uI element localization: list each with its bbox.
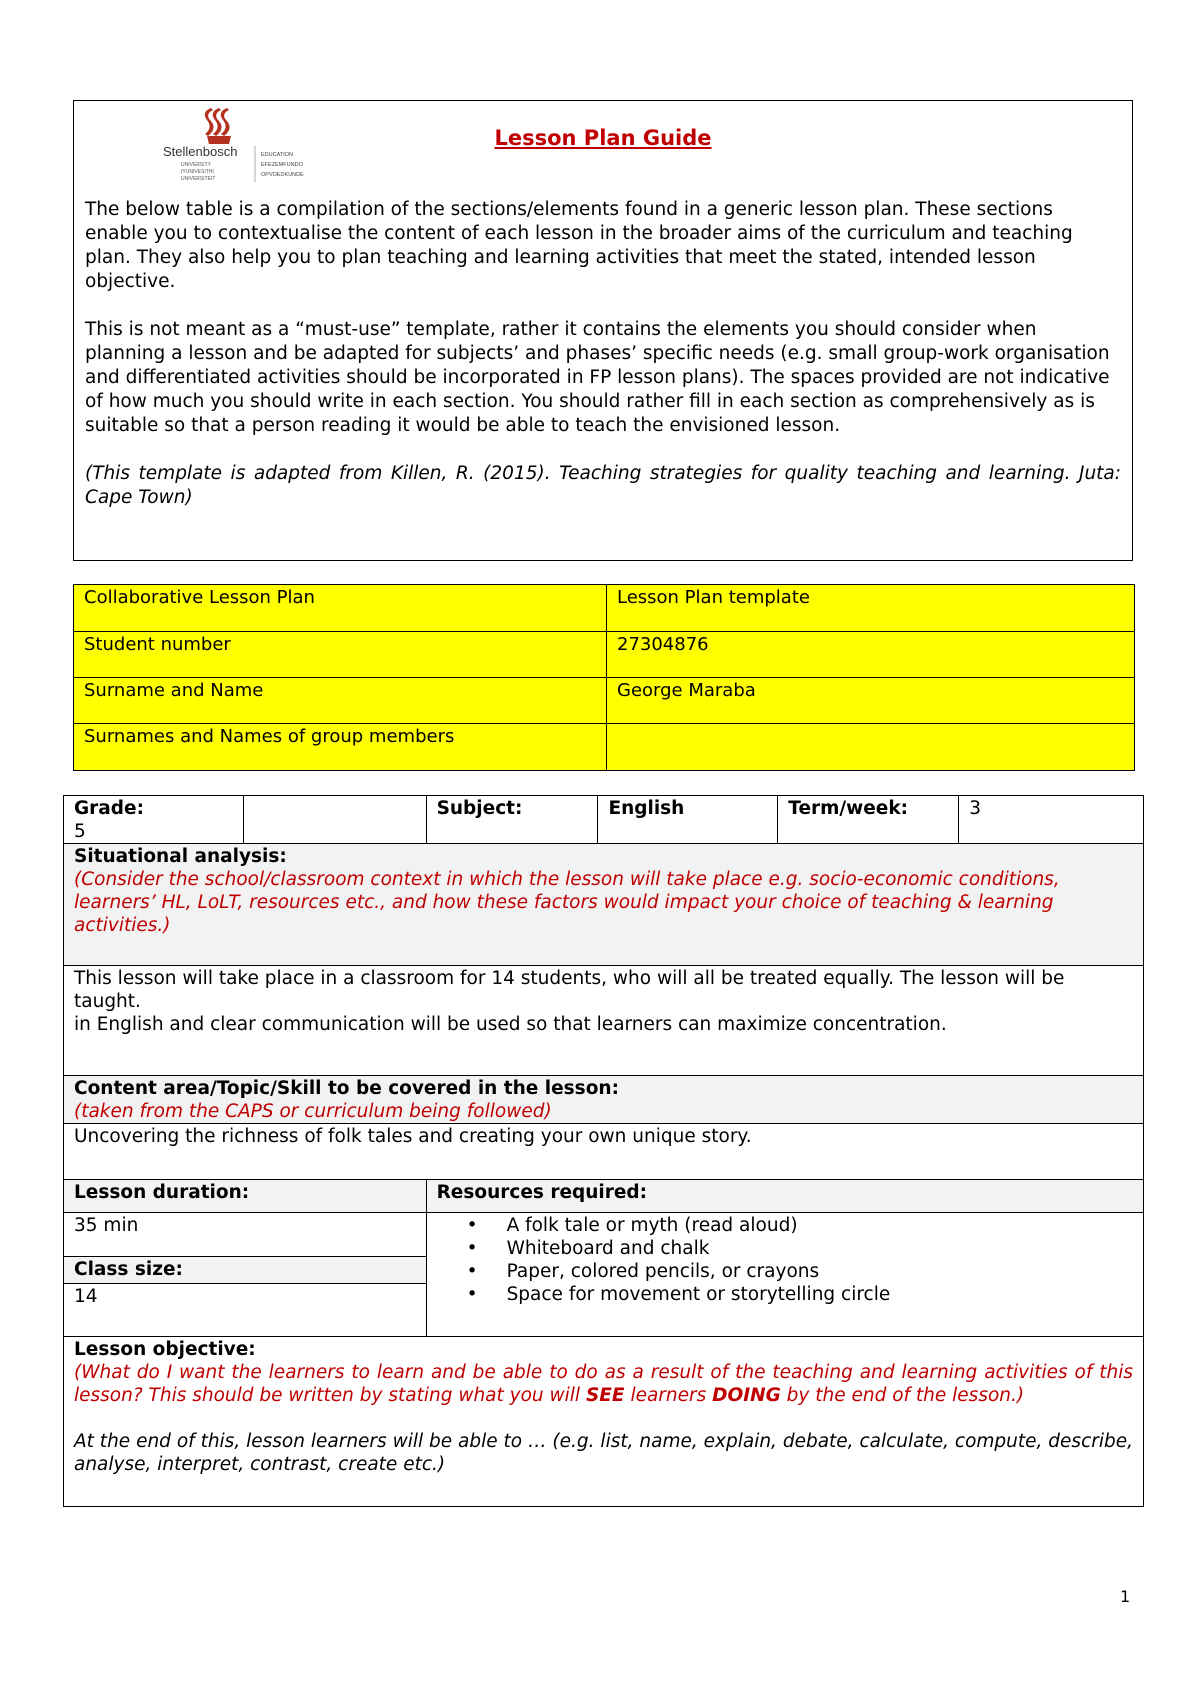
situational-answer-line-1: This lesson will take place in a classroom for 14 students, who will all be treated equally. The lesson will be taught.	[74, 968, 1065, 1012]
term-week-value[interactable]: 3	[959, 796, 1144, 844]
info-row	[74, 585, 1135, 632]
resources-cell[interactable]	[426, 1213, 1143, 1337]
info-value[interactable]: Lesson Plan template	[607, 585, 1135, 632]
info-label: Collaborative Lesson Plan	[74, 585, 607, 632]
guide-paragraph-1: The below table is a compilation of the sections/elements found in a generic lesson plan. These sections enable you to contextualise the content of each lesson in the broader aims of the curriculum and teaching plan. They also help you to plan teaching and learning activities that meet the stated, intended lesson objective.	[85, 199, 1073, 292]
content-area-row	[64, 1076, 1144, 1124]
logo-faculty-2: EFEZEMFUNDO	[261, 162, 303, 168]
info-label: Student number	[74, 632, 607, 678]
duration-class-size-cell	[64, 1213, 427, 1337]
content-area-hint: (taken from the CAPS or curriculum being followed)	[74, 1101, 552, 1122]
content-area-header	[64, 1076, 1144, 1124]
info-value[interactable]	[607, 724, 1135, 771]
info-value[interactable]: George Maraba	[607, 678, 1135, 724]
class-size-label: Class size:	[64, 1256, 426, 1283]
lesson-duration-label: Lesson duration:	[64, 1180, 427, 1213]
page-number: 1	[1120, 1587, 1131, 1606]
content-area-answer-row	[64, 1124, 1144, 1180]
lesson-objective-example: At the end of this, lesson learners will be able to … (e.g. list, name, explain, debate, calculate, compute, describe, analyse, interpret, contrast, create etc.)	[74, 1431, 1133, 1475]
info-label: Surnames and Names of group members	[74, 724, 607, 771]
lesson-plan-guide-box	[73, 100, 1133, 561]
duration-resources-header-row	[64, 1180, 1144, 1213]
situational-analysis-header	[64, 844, 1144, 966]
resource-item: • Paper, colored pencils, or crayons	[467, 1260, 1133, 1283]
info-label: Surname and Name	[74, 678, 607, 724]
resource-item: • Whiteboard and chalk	[467, 1237, 1133, 1260]
grade-label: Grade:	[74, 798, 144, 819]
situational-analysis-label: Situational analysis:	[74, 846, 287, 867]
content-area-label: Content area/Topic/Skill to be covered in the lesson:	[74, 1078, 619, 1099]
guide-paragraph-2: This is not meant as a “must-use” template, rather it contains the elements you should consider when planning a lesson and be adapted for subjects’ and phases’ specific needs (e.g. small group-work organisation and differentiated activities should be incorporated in FP lesson plans). The spaces provided are not indicative of how much you should write in each section. You should rather fill in each section as comprehensively as is suitable so that a person reading it would be able to teach the envisioned lesson.	[85, 319, 1110, 436]
lesson-objective-row	[64, 1337, 1144, 1507]
info-row	[74, 678, 1135, 724]
lesson-objective-hint: (What do I want the learners to learn and be able to do as a result of the teaching and learning activities of this lesson? This should be written by stating what you will SEE learners DOING by the end of the lesson.)	[74, 1362, 1133, 1406]
logo-faculty-3: OPVOEDKUNDE	[261, 172, 304, 178]
resource-item: • A folk tale or myth (read aloud)	[467, 1214, 1133, 1237]
grade-extra-field[interactable]	[243, 796, 426, 844]
duration-class-size-table	[64, 1213, 426, 1335]
logo-sub-3: UNIVERSITEIT	[181, 176, 216, 182]
guide-title: Lesson Plan Guide	[494, 126, 712, 150]
class-size-value[interactable]: 14	[74, 1285, 98, 1307]
situational-analysis-answer[interactable]	[64, 966, 1144, 1076]
grade-cell	[64, 796, 244, 844]
situational-analysis-row	[64, 844, 1144, 966]
situational-answer-line-2: in English and clear communication will be used so that learners can maximize concentration.	[74, 1014, 947, 1035]
logo-sub-1: UNIVERSITY	[181, 162, 212, 168]
duration-resources-row	[64, 1213, 1144, 1337]
guide-citation: (This template is adapted from Killen, R. (2015). Teaching strategies for quality teaching and learning. Juta: Cape Town)	[85, 463, 1121, 508]
info-value[interactable]: 27304876	[607, 632, 1135, 678]
situational-analysis-answer-row	[64, 966, 1144, 1076]
grade-value[interactable]: 5	[74, 821, 86, 842]
resources-list	[437, 1214, 1133, 1306]
grade-row	[64, 796, 1144, 844]
logo-name: Stellenbosch	[163, 144, 238, 159]
lesson-plan-table	[63, 795, 1144, 1507]
content-area-value[interactable]: Uncovering the richness of folk tales and creating your own unique story.	[64, 1124, 1144, 1180]
lesson-objective-label: Lesson objective:	[74, 1339, 256, 1360]
info-row	[74, 632, 1135, 678]
lesson-objective-cell	[64, 1337, 1144, 1507]
resources-label: Resources required:	[426, 1180, 1143, 1213]
info-row	[74, 724, 1135, 771]
lesson-duration-value[interactable]: 35 min	[64, 1213, 426, 1256]
term-week-label: Term/week:	[778, 796, 959, 844]
guide-text	[85, 198, 1121, 510]
student-info-table	[73, 584, 1135, 771]
subject-label: Subject:	[426, 796, 598, 844]
resource-item: • Space for movement or storytelling circle	[467, 1283, 1133, 1306]
subject-value[interactable]: English	[598, 796, 778, 844]
logo-sub-2: IYUNIVESITHI	[181, 169, 214, 175]
situational-analysis-hint: (Consider the school/classroom context in which the lesson will take place e.g. socio-economic conditions, learners’ HL, LoLT, resources etc., and how these factors would impact your choice of teaching & learning activities.)	[74, 869, 1060, 936]
logo-faculty-1: EDUCATION	[261, 152, 293, 158]
